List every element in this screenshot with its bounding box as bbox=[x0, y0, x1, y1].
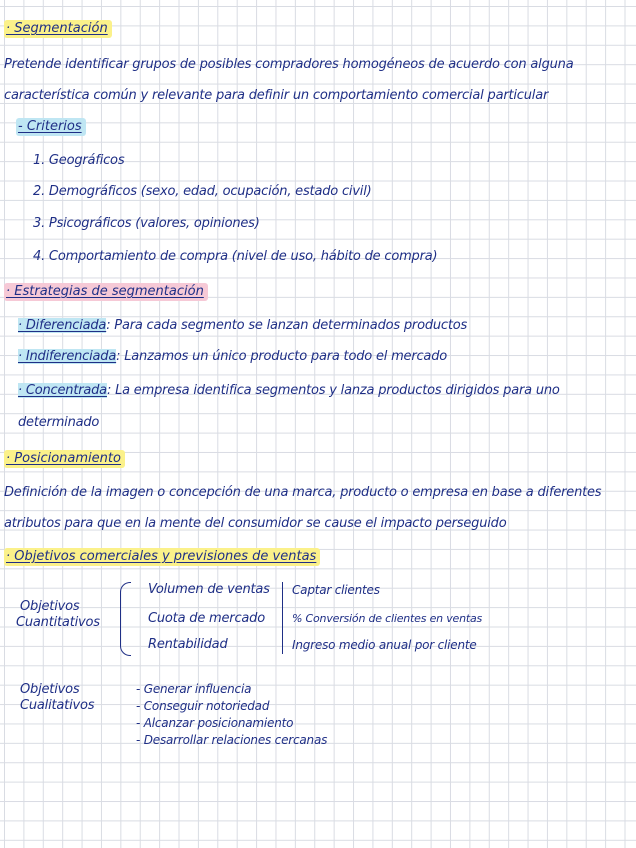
estrategia-label-concentrada: · Concentrada bbox=[18, 383, 107, 398]
cuantitativo-right-item-3: Ingreso medio anual por cliente bbox=[292, 638, 477, 652]
section-heading-posicionamiento: · Posicionamiento bbox=[4, 450, 125, 468]
vertical-separator bbox=[282, 582, 283, 654]
cualitativo-item-2: - Conseguir notoriedad bbox=[136, 699, 270, 713]
section-heading-estrategias: · Estrategias de segmentación bbox=[4, 283, 208, 301]
estrategia-row-diferenciada bbox=[18, 317, 467, 335]
objetivos-cualitativos-label-1: Objetivos bbox=[20, 682, 80, 697]
estrategia-label-indiferenciada: · Indiferenciada bbox=[18, 349, 117, 364]
objetivos-cuantitativos-label-1: Objetivos bbox=[20, 599, 80, 614]
section-heading-segmentacion: · Segmentación bbox=[4, 20, 112, 38]
objetivos-cualitativos-label-2: Cualitativos bbox=[20, 698, 95, 713]
segmentacion-body-line-2: característica común y relevante para definir un comportamiento comercial particular bbox=[4, 88, 549, 103]
brace-shape bbox=[120, 582, 131, 656]
section-heading-objetivos: · Objetivos comerciales y previsiones de ventas bbox=[4, 548, 320, 566]
estrategia-row-indiferenciada bbox=[18, 348, 447, 366]
estrategia-text-indiferenciada: : Lanzamos un único producto para todo el mercado bbox=[116, 349, 448, 364]
subheading-criterios: - Criterios bbox=[16, 118, 86, 136]
posicionamiento-body-line-1: Definición de la imagen o concepción de una marca, producto o empresa en base a diferentes bbox=[4, 485, 602, 500]
estrategia-label-diferenciada: · Diferenciada bbox=[18, 318, 107, 333]
cuantitativo-left-item-3: Rentabilidad bbox=[148, 637, 228, 652]
criterio-item-1: 1. Geográficos bbox=[33, 153, 125, 168]
cualitativo-item-4: - Desarrollar relaciones cercanas bbox=[136, 733, 328, 747]
posicionamiento-body-line-2: atributos para que en la mente del consumidor se cause el impacto perseguido bbox=[4, 516, 507, 531]
cuantitativo-right-item-1: Captar clientes bbox=[292, 583, 380, 597]
cuantitativo-left-item-2: Cuota de mercado bbox=[148, 611, 265, 626]
objetivos-cuantitativos-label-2: Cuantitativos bbox=[16, 615, 100, 630]
cuantitativo-left-item-1: Volumen de ventas bbox=[148, 582, 270, 597]
criterio-item-2: 2. Demográficos (sexo, edad, ocupación, estado civil) bbox=[33, 184, 372, 199]
estrategia-text-diferenciada: : Para cada segmento se lanzan determinados productos bbox=[106, 318, 468, 333]
criterio-item-4: 4. Comportamiento de compra (nivel de uso, hábito de compra) bbox=[33, 249, 438, 264]
cualitativo-item-3: - Alcanzar posicionamiento bbox=[136, 716, 294, 730]
criterio-item-3: 3. Psicográficos (valores, opiniones) bbox=[33, 216, 260, 231]
cuantitativo-right-item-2: % Conversión de clientes en ventas bbox=[292, 612, 483, 625]
estrategia-row-concentrada bbox=[18, 382, 560, 400]
cualitativo-item-1: - Generar influencia bbox=[136, 682, 252, 696]
segmentacion-body-line-1: Pretende identificar grupos de posibles compradores homogéneos de acuerdo con alguna bbox=[4, 57, 574, 72]
estrategia-continuation: determinado bbox=[18, 415, 100, 430]
estrategia-text-concentrada: : La empresa identifica segmentos y lanza productos dirigidos para uno bbox=[106, 383, 560, 398]
